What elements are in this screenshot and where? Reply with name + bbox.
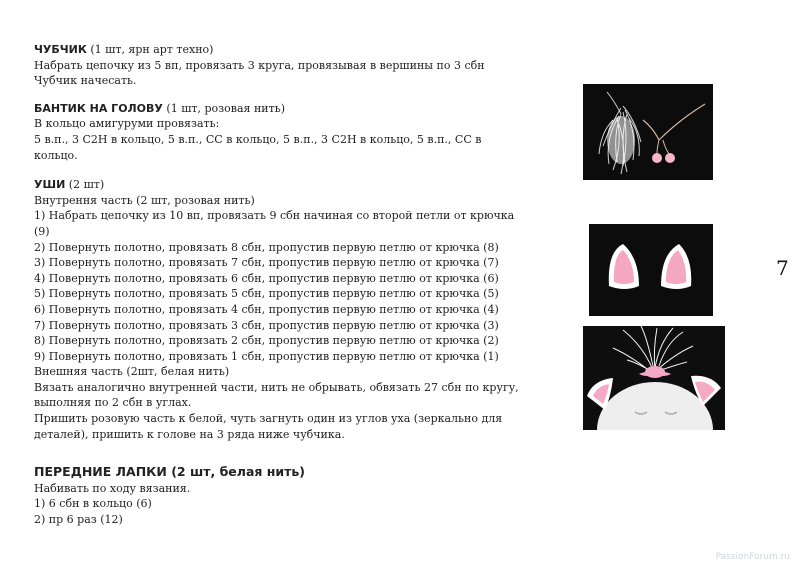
bantik-heading [34,101,554,117]
ushi-line: Вязать аналогично внутренней части, нить не обрывать, обвязать 27 сбн по кругу, [34,380,519,394]
chubchik-heading [34,42,554,58]
bantik-line: кольцо. [34,148,78,162]
ushi-line: 9) Повернуть полотно, провязать 1 сбн, пропустив первую петлю от крючка (1) [34,349,499,363]
ears-photo [589,224,713,316]
lapki-heading [34,464,554,481]
page-number: 7 [776,256,789,280]
bantik-title: БАНТИК НА ГОЛОВУ [34,101,163,115]
ushi-line: 8) Повернуть полотно, провязать 2 сбн, пропустив первую петлю от крючка (2) [34,334,499,348]
chubchik-line: Чубчик начесать. [34,74,137,88]
bantik-line: В кольцо амигуруми провязать: [34,117,220,131]
forelock-and-bow-photo [583,84,713,180]
chubchik-note: (1 шт, ярн арт техно) [86,43,214,56]
ushi-line: 1) Набрать цепочку из 10 вп, провязать 9 сбн начиная со второй петли от крючка [34,209,515,223]
ushi-line: 6) Повернуть полотно, провязать 4 сбн, пропустив первую петлю от крючка (4) [34,302,499,316]
ushi-line: 3) Повернуть полотно, провязать 7 сбн, пропустив первую петлю от крючка (7) [34,256,499,270]
ushi-line: 7) Повернуть полотно, провязать 3 сбн, пропустив первую петлю от крючка (3) [34,318,499,332]
chubchik-title: ЧУБЧИК [34,43,87,56]
ushi-line: деталей), пришить к голове на 3 ряда ниже чубчика. [34,427,345,441]
lapki-line: 1) 6 сбн в кольцо (6) [34,497,152,511]
lapki-title: ПЕРЕДНИЕ ЛАПКИ (2 шт, белая нить) [34,464,306,480]
ushi-line: Пришить розовую часть к белой, чуть загнуть один из углов уха (зеркально для [34,412,503,426]
ushi-line: Внутрення часть (2 шт, розовая нить) [34,193,255,207]
ushi-title: УШИ [34,178,66,192]
lapki-line: Набивать по ходу вязания. [34,481,191,495]
ushi-line: Внешняя часть (2шт, белая нить) [34,365,230,379]
watermark: PassionForum.ru [715,552,790,562]
ushi-line: 2) Повернуть полотно, провязать 8 сбн, пропустив первую петлю от крючка (8) [34,240,499,254]
ushi-note: (2 шт) [65,178,105,192]
ushi-line: 5) Повернуть полотно, провязать 5 сбн, пропустив первую петлю от крючка (5) [34,287,499,301]
ushi-line: (9) [34,224,50,238]
instructions-column [34,42,554,528]
bantik-line: 5 в.п., 3 С2Н в кольцо, 5 в.п., СС в кольцо, 5 в.п., 3 С2Н в кольцо, 5 в.п., СС в [34,132,482,146]
bantik-note: (1 шт, розовая нить) [162,101,285,115]
chubchik-line: Набрать цепочку из 5 вп, провязать 3 круга, провязывая в вершины по 3 сбн [34,58,485,72]
ushi-line: выполняя по 2 сбн в углах. [34,396,192,410]
ushi-line: 4) Повернуть полотно, провязать 6 сбн, пропустив первую петлю от крючка (6) [34,271,499,285]
lapki-line: 2) пр 6 раз (12) [34,513,123,527]
assembled-head-photo [583,326,725,430]
ushi-heading [34,177,554,193]
